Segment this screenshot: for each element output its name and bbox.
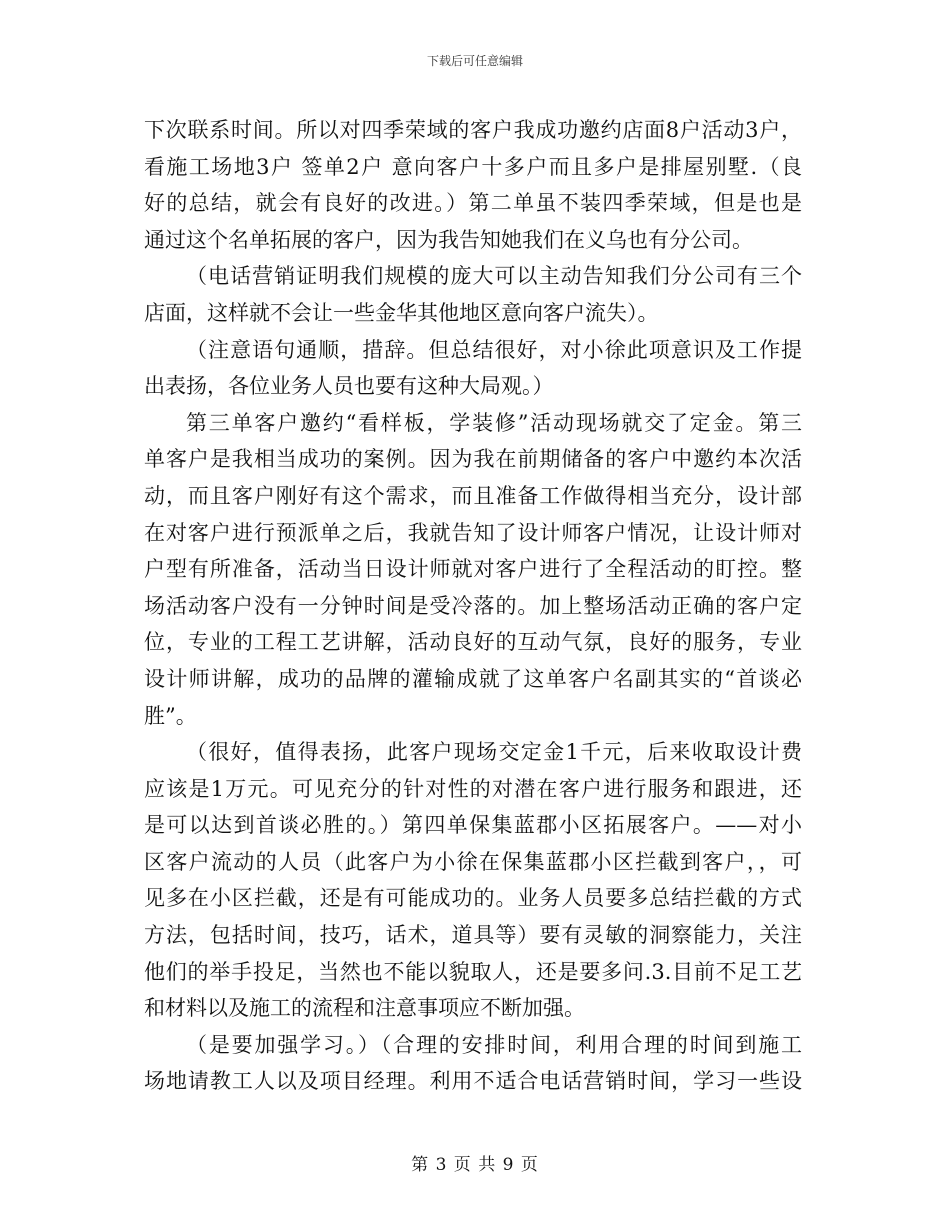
- document-body: [144, 112, 802, 1100]
- text-line: 区客户流动的人员（此客户为小徐在保集蓝郡小区拦截到客户，，可: [144, 849, 802, 874]
- text-line: 看施工场地3户 签单2户 意向客户十多户而且多户是排屋别墅.（良: [144, 154, 802, 179]
- text-line: 通过这个名单拓展的客户，因为我告知她我们在义乌也有分公司。: [144, 227, 753, 252]
- text-line: 在对客户进行预派单之后，我就告知了设计师客户情况，让设计师对: [144, 520, 802, 545]
- text-line: 场活动客户没有一分钟时间是受冷落的。加上整场活动正确的客户定: [144, 593, 802, 618]
- text-line: 位，专业的工程工艺讲解，活动良好的互动气氛，良好的服务，专业: [144, 630, 802, 655]
- text-line: 动，而且客户刚好有这个需求，而且准备工作做得相当充分，设计部: [144, 483, 802, 508]
- text-line: （很好，值得表扬，此客户现场交定金1千元，后来收取设计费: [186, 740, 802, 765]
- text-line: 胜”。: [144, 703, 197, 728]
- text-line: 应该是1万元。可见充分的针对性的对潜在客户进行服务和跟进，还: [144, 776, 802, 801]
- text-line: 下次联系时间。所以对四季荣域的客户我成功邀约店面8户活动3户，: [144, 118, 802, 142]
- text-line: 方法，包括时间，技巧，话术，道具等）要有灵敏的洞察能力，关注: [144, 923, 802, 948]
- text-line: 是可以达到首谈必胜的。）第四单保集蓝郡小区拓展客户。——对小: [144, 813, 802, 838]
- text-line: 出表扬，各位业务人员也要有这种大局观。）: [144, 374, 554, 399]
- text-line: （电话营销证明我们规模的庞大可以主动告知我们分公司有三个: [186, 264, 802, 289]
- text-line: 店面，这样就不会让一些金华其他地区意向客户流失）。: [144, 300, 659, 325]
- text-line: （是要加强学习。）（合理的安排时间，利用合理的时间到施工: [186, 1032, 802, 1057]
- text-line: （注意语句通顺，措辞。但总结很好，对小徐此项意识及工作提: [186, 337, 802, 362]
- text-line: 第三单客户邀约“看样板，学装修”活动现场就交了定金。第三: [186, 410, 802, 435]
- text-line: 见多在小区拦截，还是有可能成功的。业务人员要多总结拦截的方式: [144, 886, 802, 911]
- text-line: 设计师讲解，成功的品牌的灌输成就了这单客户名副其实的“首谈必: [144, 666, 802, 691]
- text-line: 户型有所准备，活动当日设计师就对客户进行了全程活动的盯控。整: [144, 557, 802, 582]
- text-line: 和材料以及施工的流程和注意事项应不断加强。: [144, 996, 585, 1021]
- page-footer-page-number: 第 3 页 共 9 页: [411, 1155, 539, 1175]
- text-line: 好的总结，就会有良好的改进。）第二单虽不装四季荣域，但是也是: [144, 191, 802, 216]
- text-line: 他们的举手投足，当然也不能以貌取人，还是要多问.3.目前不足工艺: [144, 959, 802, 984]
- page-header: 下载后可任意编辑: [426, 54, 523, 68]
- text-line: 场地请教工人以及项目经理。利用不适合电话营销时间，学习一些设: [144, 1069, 802, 1094]
- text-line: 单客户是我相当成功的案例。因为我在前期储备的客户中邀约本次活: [144, 447, 802, 472]
